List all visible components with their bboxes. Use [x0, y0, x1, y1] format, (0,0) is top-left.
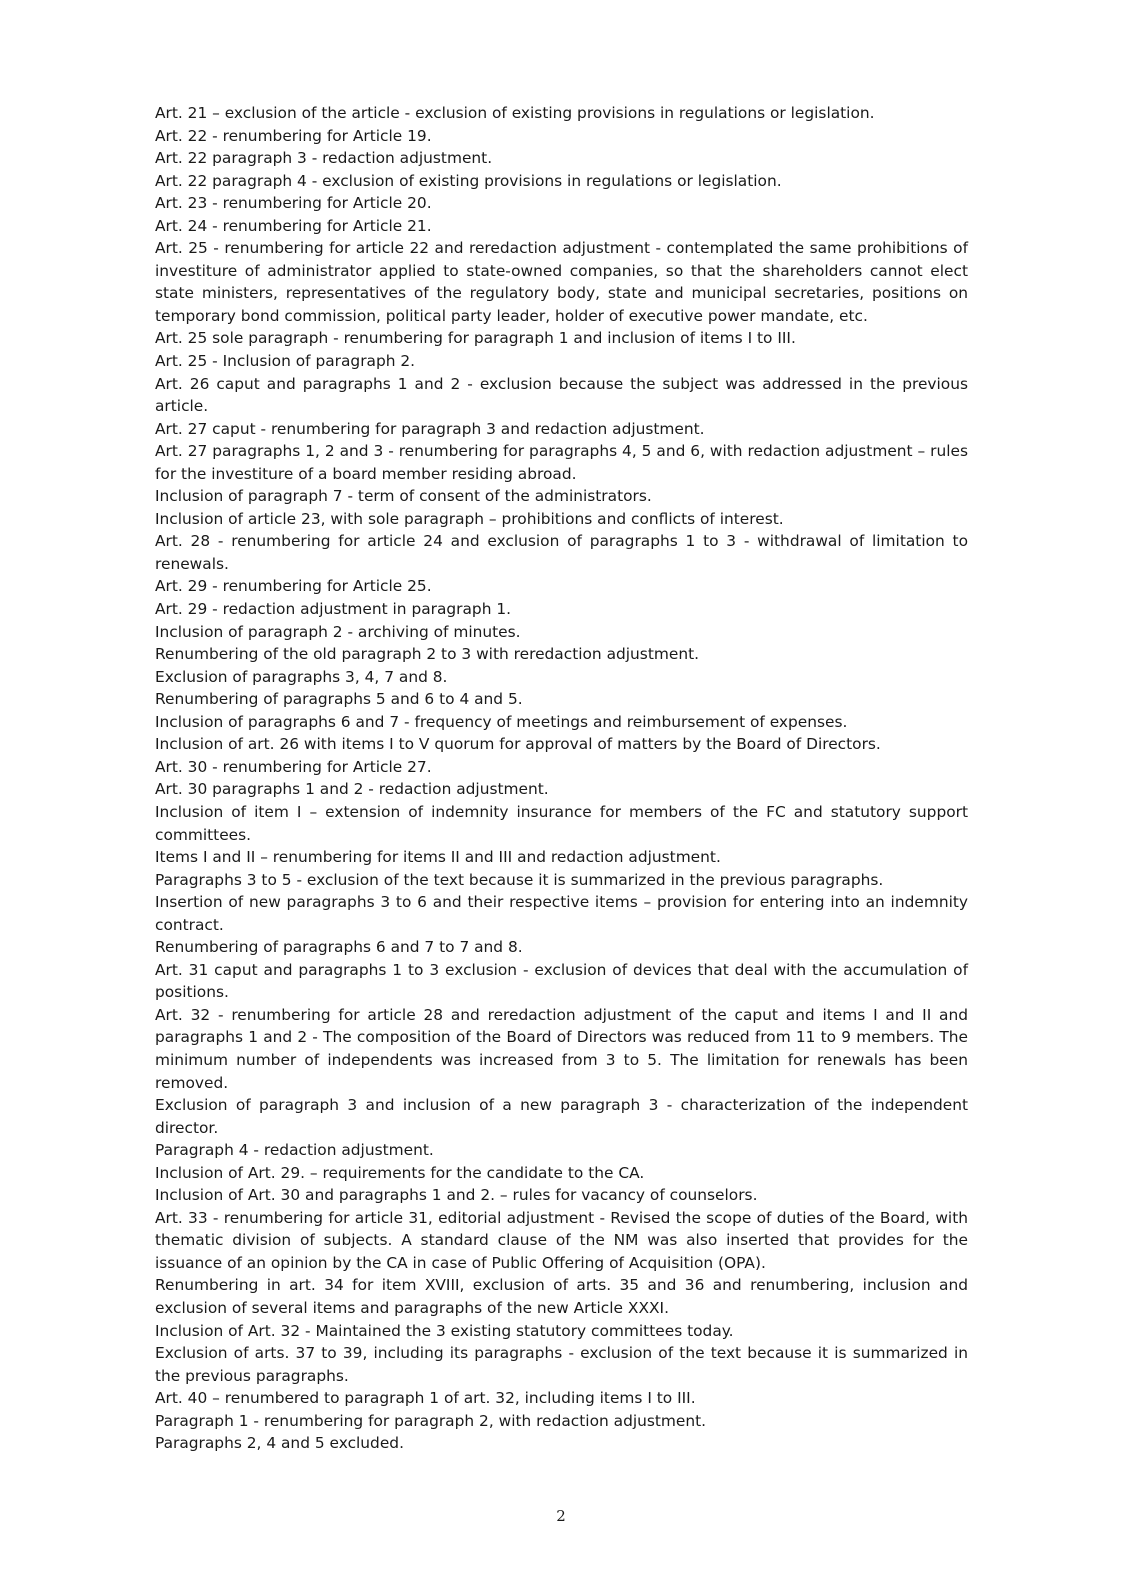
text-line: Art. 25 sole paragraph - renumbering for paragraph 1 and inclusion of items I to III.: [155, 329, 796, 348]
text-line: Inclusion of art. 26 with items I to V quorum for approval of matters by the Board of Directors.: [155, 735, 881, 754]
text-line: Art. 26 caput and paragraphs 1 and 2 - exclusion because the subject was addressed in the previous article.: [155, 374, 968, 416]
text-line: Inclusion of Art. 30 and paragraphs 1 and 2. – rules for vacancy of counselors.: [155, 1186, 758, 1205]
text-line: Art. 30 paragraphs 1 and 2 - redaction adjustment.: [155, 780, 549, 799]
text-line: Art. 25 - Inclusion of paragraph 2.: [155, 352, 416, 371]
text-line: Art. 33 - renumbering for article 31, editorial adjustment - Revised the scope of duties of the Board, with thematic division of subjects. A standard clause of the NM was also inserted that provides for the issuance of an opinion by the CA in case of Public Offering of Acquisition (OPA).: [155, 1208, 968, 1272]
text-line: Inclusion of Art. 29. – requirements for the candidate to the CA.: [155, 1163, 645, 1182]
text-line: Inclusion of paragraph 7 - term of consent of the administrators.: [155, 487, 652, 506]
text-line: Art. 23 - renumbering for Article 20.: [155, 194, 432, 213]
text-line: Inclusion of article 23, with sole paragraph – prohibitions and conflicts of interest.: [155, 509, 784, 528]
text-line: Insertion of new paragraphs 3 to 6 and their respective items – provision for entering into an indemnity contract.: [155, 893, 968, 934]
text-line: Art. 32 - renumbering for article 28 and reredaction adjustment of the caput and items I and II and paragraphs 1 and 2 - The composition of the Board of Directors was reduced from 11 to 9 members. The minimum number of independents was increased from 3 to 5. The limitation for renewals has been removed.: [155, 1005, 968, 1092]
text-line: Art. 22 - renumbering for Article 19.: [155, 126, 432, 145]
text-line: Art. 22 paragraph 4 - exclusion of existing provisions in regulations or legislation.: [155, 171, 782, 190]
text-line: Paragraphs 2, 4 and 5 excluded.: [155, 1434, 404, 1453]
text-line: Inclusion of paragraphs 6 and 7 - frequency of meetings and reimbursement of expenses.: [155, 712, 848, 731]
text-line: Art. 29 - renumbering for Article 25.: [155, 577, 432, 596]
page-number: 2: [556, 1507, 566, 1525]
text-line: Art. 27 caput - renumbering for paragraph 3 and redaction adjustment.: [155, 419, 705, 438]
text-line: Art. 27 paragraphs 1, 2 and 3 - renumbering for paragraphs 4, 5 and 6, with redaction adjustment – rules for the investiture of a board member residing abroad.: [155, 442, 968, 483]
document-body: [155, 102, 968, 1455]
text-line: Paragraph 4 - redaction adjustment.: [155, 1141, 434, 1160]
text-line: Exclusion of arts. 37 to 39, including its paragraphs - exclusion of the text because it is summarized in the previous paragraphs.: [155, 1344, 968, 1385]
text-line: Paragraphs 3 to 5 - exclusion of the text because it is summarized in the previous paragraphs.: [155, 870, 884, 889]
text-line: Exclusion of paragraphs 3, 4, 7 and 8.: [155, 667, 448, 686]
text-line: Renumbering of the old paragraph 2 to 3 with reredaction adjustment.: [155, 645, 699, 664]
text-line: Inclusion of paragraph 2 - archiving of minutes.: [155, 622, 521, 641]
text-line: Renumbering of paragraphs 6 and 7 to 7 and 8.: [155, 938, 523, 957]
text-line: Renumbering of paragraphs 5 and 6 to 4 and 5.: [155, 690, 523, 709]
text-line: Items I and II – renumbering for items II and III and redaction adjustment.: [155, 848, 721, 867]
text-line: Art. 30 - renumbering for Article 27.: [155, 757, 432, 776]
text-line: Art. 29 - redaction adjustment in paragraph 1.: [155, 600, 512, 619]
text-line: Exclusion of paragraph 3 and inclusion of a new paragraph 3 - characterization of the independent director.: [155, 1096, 968, 1137]
text-line: Art. 31 caput and paragraphs 1 to 3 exclusion - exclusion of devices that deal with the accumulation of positions.: [155, 960, 968, 1002]
text-line: Inclusion of Art. 32 - Maintained the 3 existing statutory committees today.: [155, 1321, 734, 1340]
text-line: Art. 25 - renumbering for article 22 and reredaction adjustment - contemplated the same prohibitions of investiture of administrator applied to state-owned companies, so that the shareholders cannot elect state ministers, representatives of the regulatory body, state and municipal secretaries, positions on temporary bond commission, political party leader, holder of executive power mandate, etc.: [155, 239, 968, 325]
text-line: Art. 28 - renumbering for article 24 and exclusion of paragraphs 1 to 3 - withdrawal of limitation to renewals.: [155, 532, 968, 573]
text-line: Art. 21 – exclusion of the article - exclusion of existing provisions in regulations or legislation.: [155, 104, 875, 122]
text-line: Inclusion of item I – extension of indemnity insurance for members of the FC and statutory support committees.: [155, 802, 968, 844]
text-line: Paragraph 1 - renumbering for paragraph 2, with redaction adjustment.: [155, 1411, 707, 1430]
text-line: Renumbering in art. 34 for item XVIII, exclusion of arts. 35 and 36 and renumbering, inclusion and exclusion of several items and paragraphs of the new Article XXXI.: [155, 1276, 968, 1317]
text-line: Art. 40 – renumbered to paragraph 1 of art. 32, including items I to III.: [155, 1389, 696, 1408]
text-line: Art. 24 - renumbering for Article 21.: [155, 216, 432, 235]
text-line: Art. 22 paragraph 3 - redaction adjustment.: [155, 149, 493, 168]
